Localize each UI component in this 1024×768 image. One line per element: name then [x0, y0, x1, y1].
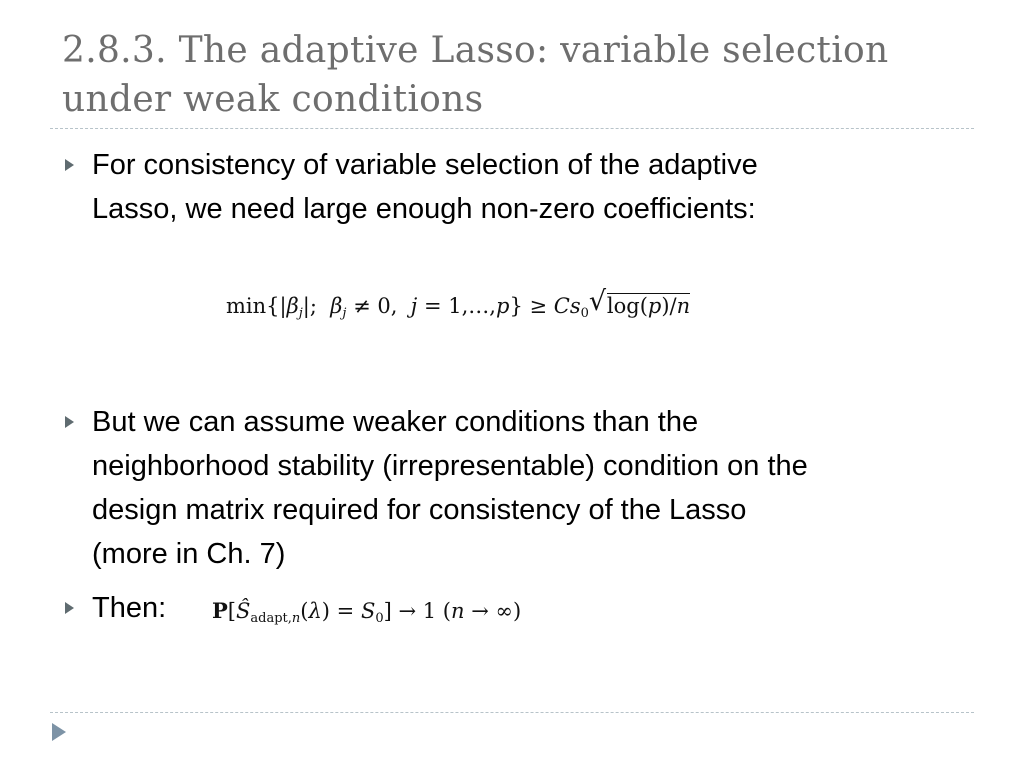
bullet-2-line-1: But we can assume weaker conditions than the: [92, 406, 699, 438]
bullet-2-line-2: neighborhood stability (irrepresentable) condition on the: [92, 450, 808, 482]
beta-min-equation: $\min\{|\beta_j|$; $\beta_j \ne 0$, j = 1,…,p} ≥ $Cs_0√$ log(p)/n: [226, 293, 690, 320]
bullet-2-line-3: design matrix required for consistency of the Lasso: [92, 494, 747, 526]
bullet-2-line-4: (more in Ch. 7): [92, 538, 286, 570]
title-divider: [50, 128, 974, 129]
slide-title-line-1: 2.8.3. The adaptive Lasso: variable selection: [62, 30, 889, 71]
bullet-triangle-icon: [65, 159, 74, 171]
slide-title-line-2: under weak conditions: [62, 79, 484, 120]
bullet-triangle-icon: [65, 416, 74, 428]
next-slide-arrow-icon[interactable]: [52, 723, 66, 741]
bullet-1-line-2: Lasso, we need large enough non-zero coefficients:: [92, 193, 756, 225]
bullet-triangle-icon: [65, 602, 74, 614]
bullet-1-text: [92, 143, 972, 231]
bullet-1-line-1: For consistency of variable selection of the adaptive: [92, 149, 758, 181]
bullet-3-line-1: Then:: [92, 592, 167, 624]
selection-consistency-equation: $P[Ŝ_{adapt,n}(\lambda) = S_0] \to 1$ (n → ∞): [212, 598, 522, 626]
slide-title: [62, 26, 992, 124]
bullet-2-text: [92, 400, 972, 576]
footer-divider: [50, 712, 974, 713]
